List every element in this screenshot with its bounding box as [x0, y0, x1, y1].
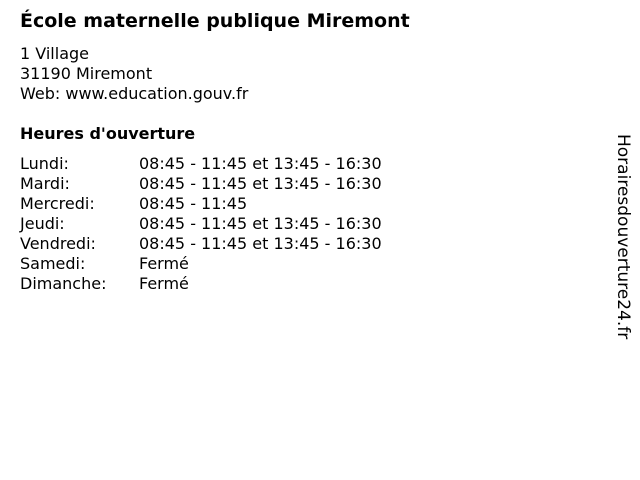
hours-heading: Heures d'ouverture [20, 124, 196, 143]
day-label: Samedi: [20, 254, 86, 273]
day-hours: 08:45 - 11:45 [139, 194, 248, 213]
address-block [20, 44, 248, 104]
day-label: Mercredi: [20, 194, 95, 213]
page-title: École maternelle publique Miremont [20, 10, 410, 32]
address-city: 31190 Miremont [20, 64, 153, 83]
day-label: Dimanche: [20, 274, 107, 293]
day-hours: Fermé [139, 254, 189, 273]
watermark-text: Horairesdouverture24.fr [613, 134, 633, 340]
day-label: Jeudi: [20, 214, 65, 233]
day-hours: 08:45 - 11:45 et 13:45 - 16:30 [139, 214, 382, 233]
day-label: Vendredi: [20, 234, 96, 253]
day-hours: 08:45 - 11:45 et 13:45 - 16:30 [139, 174, 382, 193]
day-label: Lundi: [20, 154, 69, 173]
address-web: Web: www.education.gouv.fr [20, 84, 249, 103]
day-hours: 08:45 - 11:45 et 13:45 - 16:30 [139, 154, 382, 173]
day-label: Mardi: [20, 174, 70, 193]
address-street: 1 Village [20, 44, 89, 63]
day-hours: Fermé [139, 274, 189, 293]
site-watermark [612, 134, 636, 374]
day-hours: 08:45 - 11:45 et 13:45 - 16:30 [139, 234, 382, 253]
